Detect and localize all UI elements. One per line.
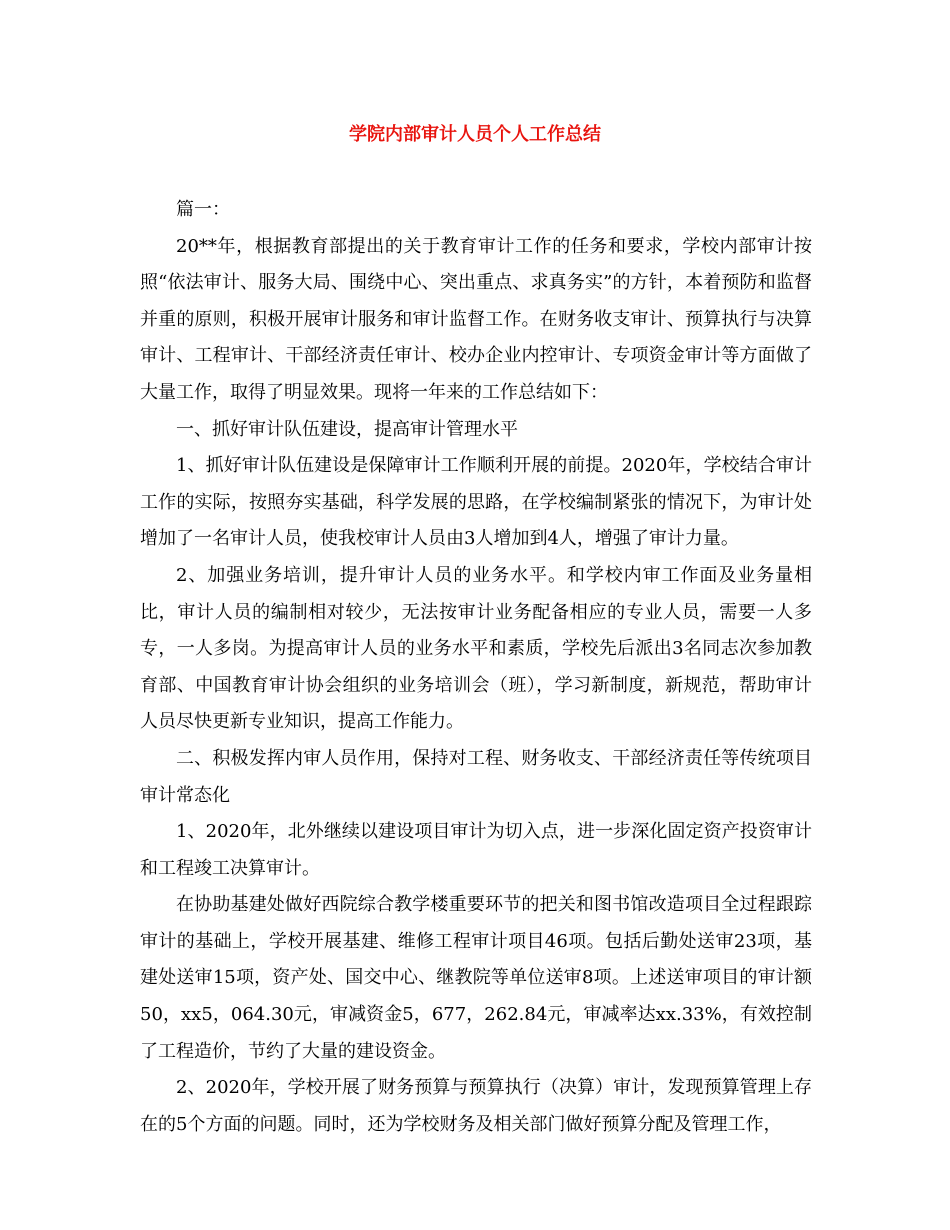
paragraph-part-heading: 篇一：: [176, 199, 230, 220]
paragraph-project-audit: 1、2020年，北外继续以建设项目审计为切入点，进一步深化固定资产投资审计和工程竣工决算审计。: [140, 821, 812, 879]
section-heading-1: 一、抓好审计队伍建设，提高审计管理水平: [176, 418, 518, 440]
section-heading-2: 二、积极发挥内审人员作用，保持对工程、财务收支、干部经济责任等传统项目审计常态化: [140, 747, 812, 806]
document-body: [140, 192, 812, 1143]
paragraph-intro: 20**年，根据教育部提出的关于教育审计工作的任务和要求，学校内部审计按照“依法审计、服务大局、围绕中心、突出重点、求真务实”的方针，本着预防和监督并重的原则，积极开展审计服务和审计监督工作。在财务收支审计、预算执行与决算审计、工程审计、干部经济责任审计、校办企业内控审计、专项资金审计等方面做了大量工作，取得了明显效果。现将一年来的工作总结如下：: [140, 235, 812, 403]
paragraph-budget-audit: 2、2020年，学校开展了财务预算与预算执行（决算）审计，发现预算管理上存在的5个方面的问题。同时，还为学校财务及相关部门做好预算分配及管理工作，: [140, 1077, 812, 1135]
paragraph-engineering-audit: 在协助基建处做好西院综合教学楼重要环节的把关和图书馆改造项目全过程跟踪审计的基础上，学校开展基建、维修工程审计项目46项。包括后勤处送审23项，基建处送审15项，资产处、国交中心、继教院等单位送审8项。上述送审项目的审计额50，xx5，064.30元，审减资金5，677，262.84元，审减率达xx.33%，有效控制了工程造价，节约了大量的建设资金。: [140, 894, 812, 1062]
document-title: 学院内部审计人员个人工作总结: [349, 124, 601, 145]
paragraph-training: 2、加强业务培训，提升审计人员的业务水平。和学校内审工作面及业务量相比，审计人员的编制相对较少，无法按审计业务配备相应的专业人员，需要一人多专，一人多岗。为提高审计人员的业务水平和素质，学校先后派出3名同志次参加教育部、中国教育审计协会组织的业务培训会（班），学习新制度，新规范，帮助审计人员尽快更新专业知识，提高工作能力。: [140, 564, 812, 733]
paragraph-team-building: 1、抓好审计队伍建设是保障审计工作顺利开展的前提。2020年，学校结合审计工作的实际，按照夯实基础，科学发展的思路，在学校编制紧张的情况下，为审计处增加了一名审计人员，使我校审计人员由3人增加到4人，增强了审计力量。: [140, 455, 812, 550]
